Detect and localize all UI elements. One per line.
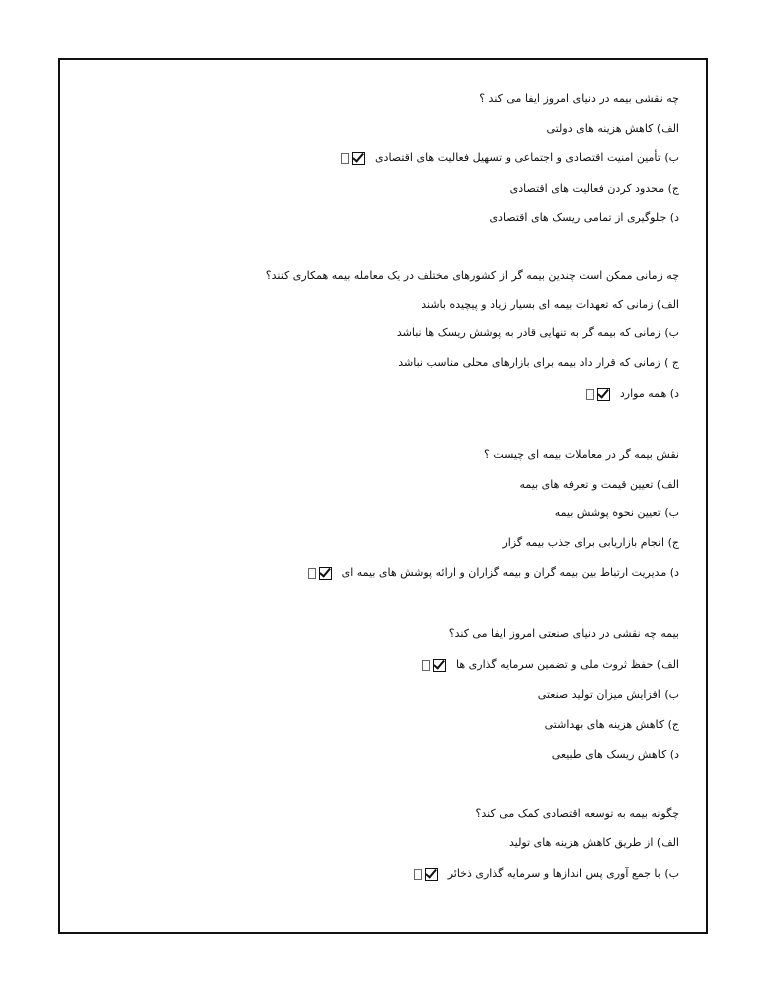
checkmark-icon — [352, 152, 365, 165]
question-1-option-a[interactable]: الف) کاهش هزینه های دولتی — [546, 122, 679, 135]
question-3-text: نقش بیمه گر در معاملات بیمه ای چیست ؟ — [483, 448, 679, 461]
question-3-option-a[interactable]: الف) تعیین قیمت و تعرفه های بیمه — [519, 478, 679, 491]
question-1-option-d[interactable]: د) جلوگیری از تمامی ریسک های اقتصادی — [489, 211, 679, 224]
question-4-text: بیمه چه نقشی در دنیای صنعتی امروز ایفا می کند؟ — [448, 627, 679, 640]
checkbox-icon[interactable] — [341, 153, 349, 164]
checkmark-icon — [597, 388, 610, 401]
checkbox-icon[interactable] — [422, 660, 430, 671]
question-1-option-b[interactable] — [341, 151, 679, 165]
option-label: ب) تأمین امنیت اقتصادی و اجتماعی و تسهیل فعالیت های اقتصادی — [374, 151, 679, 164]
question-3-option-d[interactable] — [308, 566, 679, 580]
question-1-option-c[interactable]: ج) محدود کردن فعالیت های اقتصادی — [509, 182, 679, 195]
checkbox-icon[interactable] — [414, 869, 422, 880]
option-label: الف) حفظ ثروت ملی و تضمین سرمایه گذاری ها — [456, 658, 679, 671]
question-3-option-c[interactable]: ج) انجام بازاریابی برای جذب بیمه گزار — [502, 536, 679, 549]
question-5-option-a[interactable]: الف) از طریق کاهش هزینه های تولید — [508, 836, 679, 849]
checkbox-icon[interactable] — [586, 389, 594, 400]
question-2-option-c[interactable]: ج ) زمانی که قرار داد بیمه برای بازارهای محلی مناسب نباشد — [398, 356, 679, 369]
question-4-option-a[interactable] — [422, 658, 679, 672]
question-3-option-b[interactable]: ب) تعیین نحوه پوشش بیمه — [554, 506, 679, 519]
checkbox-icon[interactable] — [308, 568, 316, 579]
question-4-option-b[interactable]: ب) افزایش میزان تولید صنعتی — [537, 688, 679, 701]
quiz-content — [60, 60, 679, 932]
question-5-text: چگونه بیمه به توسعه اقتصادی کمک می کند؟ — [475, 807, 679, 820]
question-2-option-d[interactable] — [586, 387, 679, 401]
option-label: ب) با جمع آوری پس اندازها و سرمایه گذاری ذخائر — [447, 867, 679, 880]
question-4-option-c[interactable]: ج) کاهش هزینه های بهداشتی — [544, 718, 679, 731]
question-1-text: چه نقشی بیمه در دنیای امروز ایفا می کند ؟ — [479, 92, 679, 105]
checkmark-icon — [319, 567, 332, 580]
question-4-option-d[interactable]: د) کاهش ریسک های طبیعی — [551, 748, 679, 761]
question-2-option-a[interactable]: الف) زمانی که تعهدات بیمه ای بسیار زیاد و پیچیده باشند — [421, 298, 679, 311]
option-label: د) مدیریت ارتباط بین بیمه گران و بیمه گزاران و ارائه پوشش های بیمه ای — [341, 566, 679, 579]
checkmark-icon — [425, 868, 438, 881]
question-2-option-b[interactable]: ب) زمانی که بیمه گر به تنهایی قادر به پوشش ریسک ها نباشد — [396, 326, 679, 339]
option-label: د) همه موارد — [619, 387, 679, 400]
question-5-option-b[interactable] — [414, 867, 679, 881]
question-2-text: چه زمانی ممکن است چندین بیمه گر از کشورهای مختلف در یک معامله بیمه همکاری کنند؟ — [265, 269, 679, 282]
checkmark-icon — [433, 659, 446, 672]
